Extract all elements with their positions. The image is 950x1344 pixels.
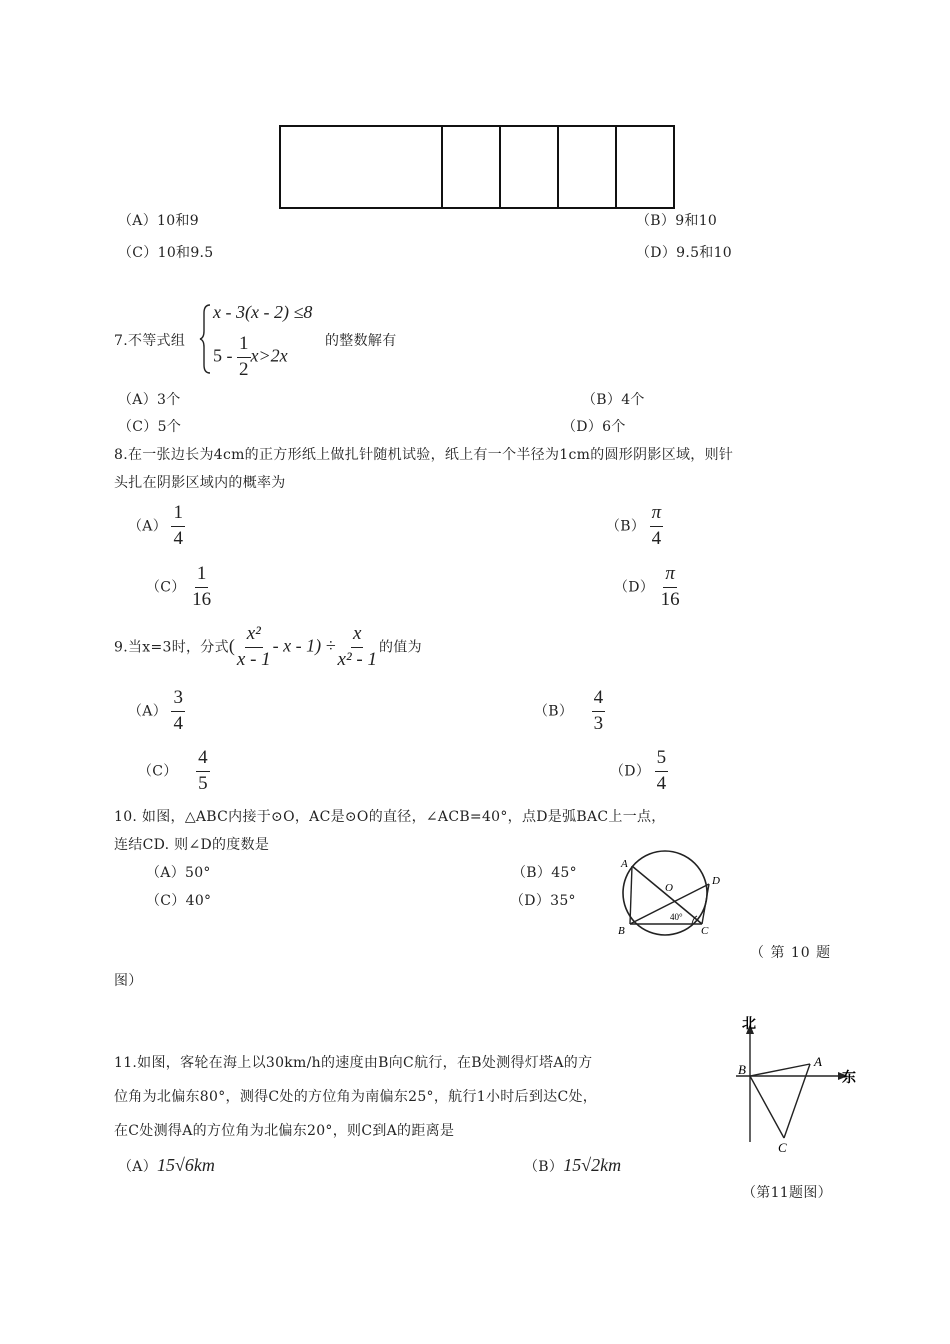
fraction: $\frac{1}{2}$ [239,333,249,380]
q6-option-c: （C）10和9.5 [118,245,214,261]
q10-option-b: （B）45° [512,865,577,881]
table-cell [442,126,500,208]
table-cell [616,126,674,208]
q10-text-line1: 10. 如图，△ABC内接于⊙O，AC是⊙O的直径，∠ACB=40°，点D是弧BAC上一点， [114,809,666,825]
q11-caption: （第11题图） [742,1185,832,1201]
q6-option-d: （D）9.5和10 [636,245,733,261]
angle-label: 40° [670,912,683,922]
q8-option-c: （C） $\frac{1}{16}$ [146,563,212,610]
q8-option-a: （A） $\frac{1}{4}$ [128,502,183,549]
label-a: A [814,1054,822,1069]
table-cell [280,126,442,208]
q11-text-line1: 11.如图，客轮在海上以30km/h的速度由B向C航行，在B处测得灯塔A的方 [114,1055,593,1071]
label-b: B [738,1062,746,1077]
q7-option-a: （A）3个 [118,392,181,408]
label-o: O [665,882,673,894]
label-c: C [778,1140,787,1155]
q9-question: 9.当x=3时，分式( $\frac{\text{x²}}{x - 1}$ - x - 1) ÷ $\frac{x}{\text{x² - 1}}$ 的值为 [114,623,422,670]
left-brace-icon [198,303,212,375]
q8-option-b: （B） $\frac{\pi}{4}$ [606,502,662,549]
east-label: 东 [842,1070,856,1086]
q11-text-line3: 在C处测得A的方位角为北偏东20°，则C到A的距离是 [114,1123,455,1139]
table-cell [500,126,558,208]
q9-option-c: （C） $\frac{4}{5}$ [138,747,208,794]
answer-table [279,125,675,209]
q10-option-a: （A）50° [146,865,211,881]
q8-text-line1: 8.在一张边长为4cm的正方形纸上做扎针随机试验，纸上有一个半径为1cm的圆形阴影区域，则针 [114,447,734,463]
q9-option-b: （B） $\frac{4}{3}$ [534,687,604,734]
q7-option-d: （D）6个 [562,419,626,435]
q11-option-b: （B）15√2km [524,1155,622,1175]
q8-option-d: （D） $\frac{\pi}{16}$ [614,563,680,610]
q7-option-b: （B）4个 [582,392,645,408]
q11-text-line2: 位角为北偏东80°，测得C处的方位角为南偏东25°，航行1小时后到达C处， [114,1089,598,1105]
q6-option-b: （B）9和10 [636,213,718,229]
q7-prefix: 7.不等式组 [114,333,186,349]
q10-figure [612,848,732,940]
q9-option-d: （D） $\frac{5}{4}$ [610,747,667,794]
q10-caption-b: 图） [114,973,143,989]
q7-option-c: （C）5个 [118,419,182,435]
label-d: D [712,875,720,887]
q7-suffix: 的整数解有 [325,333,397,349]
q10-caption-a: （ 第 10 题 [750,945,832,961]
q11-figure [728,1012,862,1158]
label-c: C [701,925,709,937]
q6-option-a: （A）10和9 [118,213,199,229]
q10-option-d: （D）35° [510,893,576,909]
q9-option-a: （A） $\frac{3}{4}$ [128,687,183,734]
q10-text-line2: 连结CD. 则∠D的度数是 [114,837,270,853]
q11-option-a: （A）15√6km [118,1155,215,1175]
q7-inequality-1: x - 3(x - 2) ≤8 [213,302,313,322]
label-b: B [618,925,625,937]
label-a: A [621,858,628,870]
q10-option-c: （C）40° [146,893,212,909]
q8-text-line2: 头扎在阴影区域内的概率为 [114,475,286,491]
north-label: 北 [742,1016,756,1032]
q7-inequality-2: 5 - $\frac{1}{2}$ x>2x [213,333,288,380]
table-cell [558,126,616,208]
